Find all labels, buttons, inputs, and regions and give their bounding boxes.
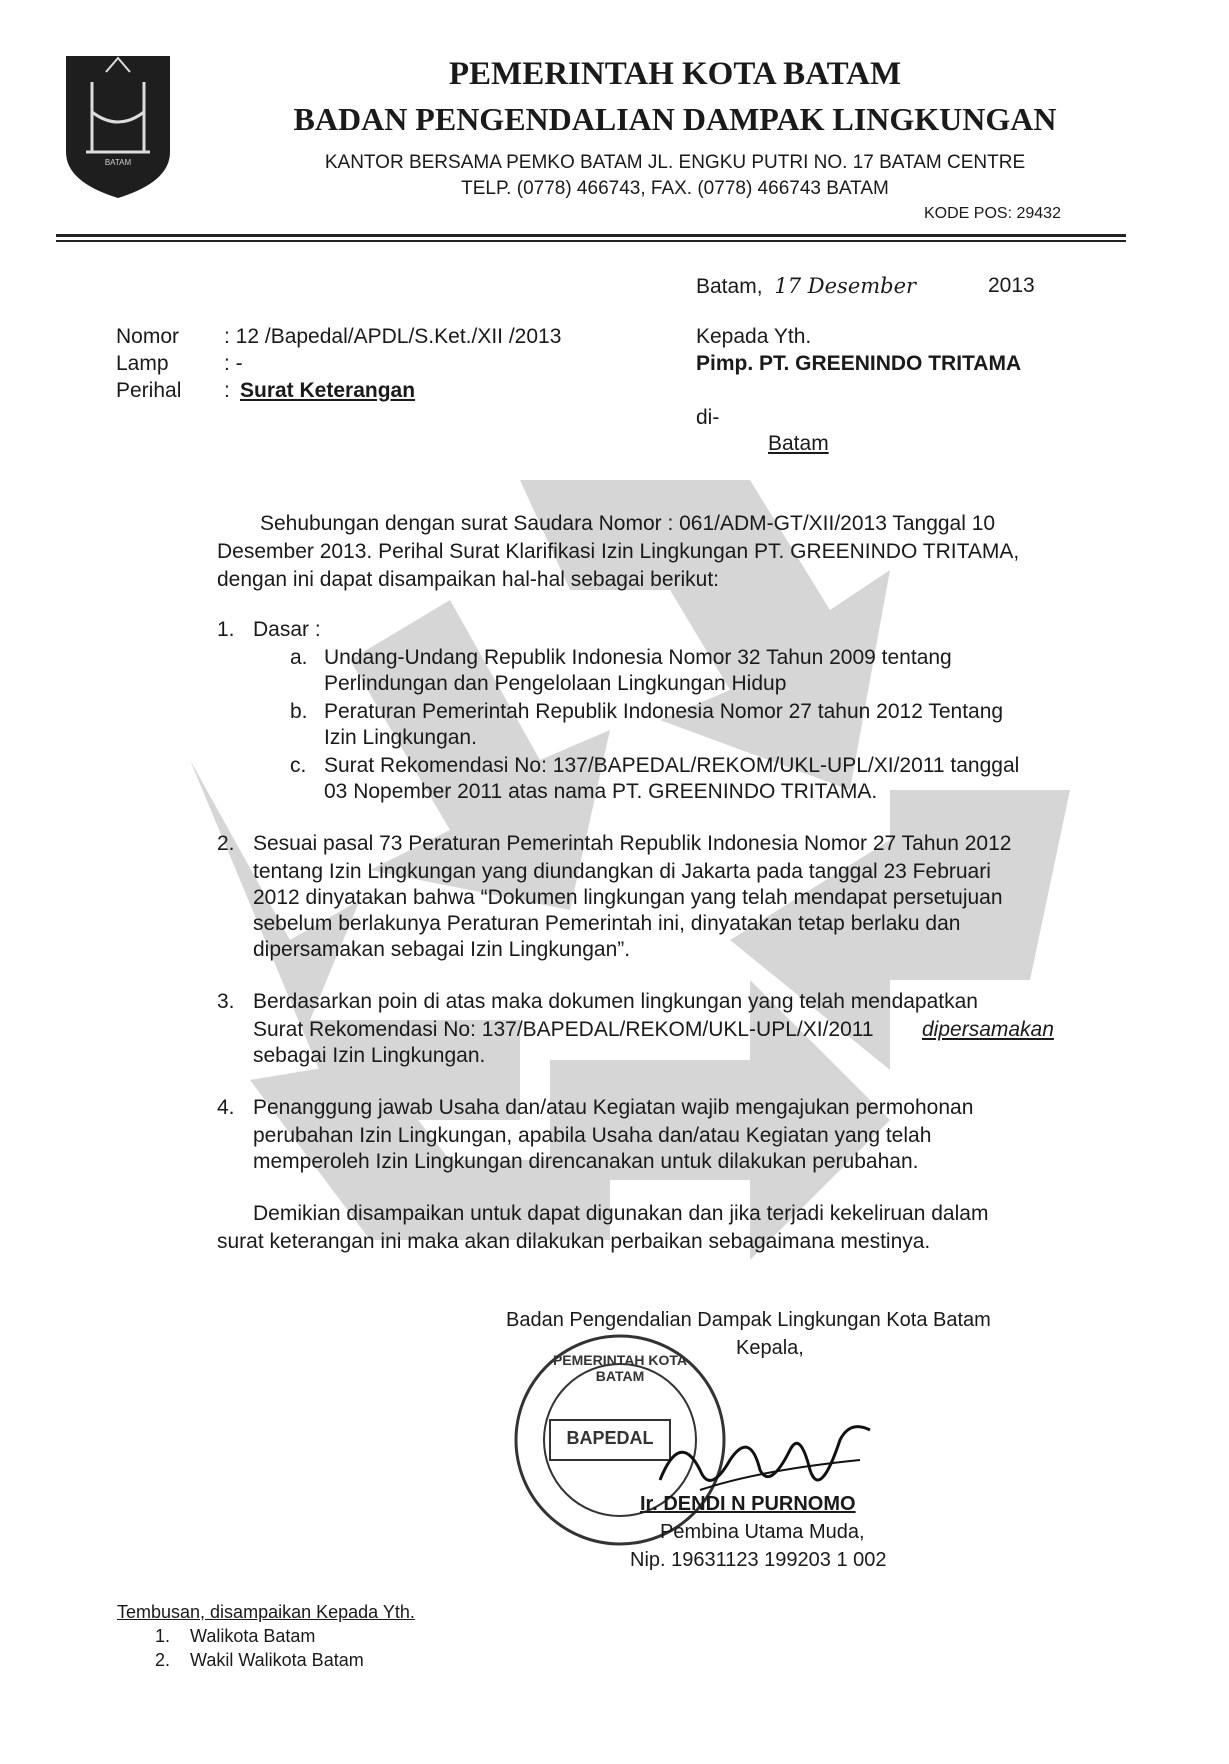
cc-item-1-label: Walikota Batam <box>190 1626 316 1646</box>
date-prefix: Batam, <box>696 275 763 298</box>
logo-caption: BATAM <box>104 158 132 167</box>
point-3-emphasis: dipersamakan <box>922 1018 1054 1041</box>
point-1c-line-2: 03 Nopember 2011 atas nama PT. GREENINDO TRITAMA. <box>324 780 878 803</box>
point-2-line-1: Sesuai pasal 73 Peraturan Pemerintah Republik Indonesia Nomor 27 Tahun 2012 <box>253 832 1012 855</box>
cc-item-2-label: Wakil Walikota Batam <box>190 1650 364 1670</box>
intro-line-1: Sehubungan dengan surat Saudara Nomor : 061/ADM-GT/XII/2013 Tanggal 10 <box>260 512 996 535</box>
point-4-line-1: Penanggung jawab Usaha dan/atau Kegiatan wajib mengajukan permohonan <box>253 1096 974 1119</box>
point-1a-letter: a. <box>290 646 308 669</box>
point-4-line-2: perubahan Izin Lingkungan, apabila Usaha dan/atau Kegiatan yang telah <box>253 1124 932 1147</box>
point-2-line-4: sebelum berlakunya Peraturan Pemerintah ini, dinyatakan tetap berlaku dan <box>253 912 961 935</box>
date-handwritten: 17 Desember <box>774 274 917 298</box>
lamp-value: : - <box>224 352 243 375</box>
header-government-title: PEMERINTAH KOTA BATAM <box>448 56 902 92</box>
point-3-line-1: Berdasarkan poin di atas maka dokumen lingkungan yang telah mendapatkan <box>253 990 978 1013</box>
point-2-line-2: tentang Izin Lingkungan yang diundangkan di Jakarta pada tanggal 23 Februari <box>253 860 991 883</box>
header-divider-thin <box>56 240 1126 242</box>
recipient-name: Pimp. PT. GREENINDO TRITAMA <box>696 352 1022 375</box>
recipient-di: di- <box>696 406 720 429</box>
stamp-center-text: BAPEDAL <box>566 1428 654 1448</box>
point-2-number: 2. <box>217 832 235 855</box>
point-2-line-3: 2012 dinyatakan bahwa “Dokumen lingkungan yang telah mendapat persetujuan <box>253 886 1003 909</box>
point-1b-letter: b. <box>290 700 308 723</box>
recipient-greeting: Kepada Yth. <box>696 325 812 348</box>
header-postal-code: KODE POS: 29432 <box>924 205 1061 222</box>
point-1a-line-2: Perlindungan dan Pengelolaan Lingkungan Hidup <box>324 672 787 695</box>
city-emblem-icon <box>62 52 174 200</box>
signatory-name: Ir. DENDI N PURNOMO <box>640 1493 856 1515</box>
perihal-label: Perihal <box>116 379 182 402</box>
intro-line-2: Desember 2013. Perihal Surat Klarifikasi Izin Lingkungan PT. GREENINDO TRITAMA, <box>217 540 1020 563</box>
point-3-line-3: sebagai Izin Lingkungan. <box>253 1044 486 1067</box>
cc-title: Tembusan, disampaikan Kepada Yth. <box>117 1602 415 1622</box>
point-3-line-2: Surat Rekomendasi No: 137/BAPEDAL/REKOM/UKL-UPL/XI/2011 <box>253 1018 874 1041</box>
recipient-city: Batam <box>768 432 829 455</box>
header-divider <box>56 234 1126 237</box>
header-phone-line: TELP. (0778) 466743, FAX. (0778) 466743 BATAM <box>461 178 889 199</box>
signatory-rank: Pembina Utama Muda, <box>660 1521 865 1543</box>
perihal-colon: : <box>224 379 230 402</box>
point-1-number: 1. <box>217 618 235 641</box>
point-1a-line-1: Undang-Undang Republik Indonesia Nomor 32 Tahun 2009 tentang <box>324 646 952 669</box>
point-1b-line-1: Peraturan Pemerintah Republik Indonesia Nomor 27 tahun 2012 Tentang <box>324 700 1004 723</box>
signature-organization: Badan Pengendalian Dampak Lingkungan Kota Batam <box>506 1309 991 1331</box>
point-1c-letter: c. <box>290 754 307 777</box>
header-address-line: KANTOR BERSAMA PEMKO BATAM JL. ENGKU PUTRI NO. 17 BATAM CENTRE <box>324 152 1026 173</box>
closing-line-1: Demikian disampaikan untuk dapat digunakan dan jika terjadi kekeliruan dalam <box>253 1202 989 1225</box>
point-4-line-3: memperoleh Izin Lingkungan direncanakan untuk dilakukan perubahan. <box>253 1150 919 1173</box>
point-2-line-5: dipersamakan sebagai Izin Lingkungan”. <box>253 938 631 961</box>
date-year: 2013 <box>988 274 1035 297</box>
signature-position: Kepala, <box>736 1337 804 1359</box>
point-1-title: Dasar : <box>253 618 321 641</box>
signatory-nip: Nip. 19631123 199203 1 002 <box>630 1549 887 1571</box>
cc-item-2-number: 2. <box>155 1650 171 1670</box>
lamp-label: Lamp <box>116 352 169 375</box>
intro-line-3: dengan ini dapat disampaikan hal-hal sebagai berikut: <box>217 568 720 591</box>
header-agency-title: BADAN PENGENDALIAN DAMPAK LINGKUNGAN <box>293 101 1057 137</box>
point-1b-line-2: Izin Lingkungan. <box>324 726 477 749</box>
nomor-label: Nomor <box>116 325 180 348</box>
closing-line-2: surat keterangan ini maka akan dilakukan perbaikan sebagaimana mestinya. <box>217 1230 931 1253</box>
point-1c-line-1: Surat Rekomendasi No: 137/BAPEDAL/REKOM/UKL-UPL/XI/2011 tanggal <box>324 754 1020 777</box>
perihal-value: Surat Keterangan <box>240 379 416 402</box>
point-4-number: 4. <box>217 1096 235 1119</box>
point-3-number: 3. <box>217 990 235 1013</box>
cc-item-1-number: 1. <box>155 1626 171 1646</box>
nomor-value: : 12 /Bapedal/APDL/S.Ket./XII /2013 <box>224 325 562 348</box>
stamp-ring-text: PEMERINTAH KOTA BATAM <box>552 1352 688 1384</box>
